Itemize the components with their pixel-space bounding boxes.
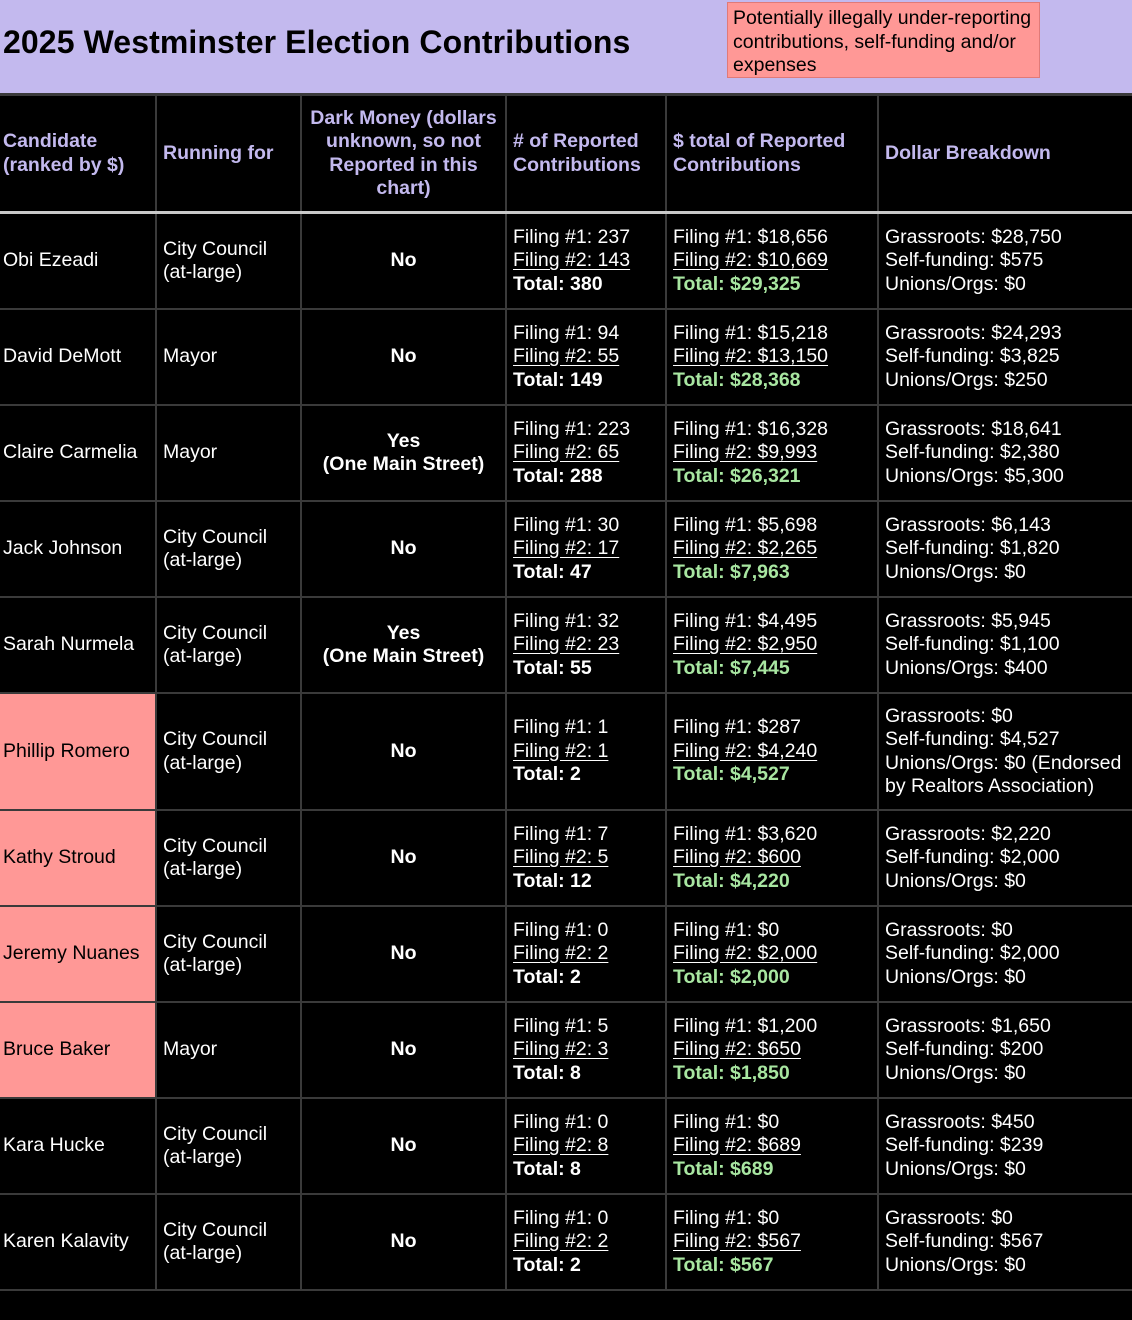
- table-row: [0, 213, 1132, 310]
- money-filing-2: Filing #2: $689: [673, 1134, 801, 1157]
- money-filing-2: Filing #2: $13,150: [673, 345, 829, 368]
- dollar-breakdown: [878, 1002, 1132, 1098]
- dark-money-answer: No: [390, 1038, 417, 1061]
- contribution-counts: [506, 213, 666, 310]
- dark-money: [301, 405, 506, 501]
- dollar-breakdown: [878, 1098, 1132, 1194]
- running-for-line1: City Council: [163, 728, 268, 750]
- dollar-breakdown: [878, 693, 1132, 810]
- contribution-dollars: [666, 1098, 878, 1194]
- money-filing-1: Filing #1: $287: [673, 716, 801, 739]
- dark-money-answer: No: [390, 537, 417, 560]
- table-row: [0, 405, 1132, 501]
- dollar-breakdown: [878, 1194, 1132, 1290]
- legend-note: Potentially illegally under-reporting contributions, self-funding and/or expenses: [727, 2, 1040, 78]
- money-filing-1: Filing #1: $0: [673, 1110, 780, 1133]
- contribution-counts: [506, 1194, 666, 1290]
- running-for-line2: (at-large): [163, 549, 243, 571]
- breakdown-unions: Unions/Orgs: $250: [885, 368, 1048, 391]
- dark-money-answer: Yes: [386, 429, 421, 452]
- count-total: Total: 2: [513, 763, 581, 786]
- running-for-line2: (at-large): [163, 645, 243, 667]
- breakdown-self-funding: Self-funding: $2,000: [885, 942, 1060, 965]
- contribution-dollars: [666, 405, 878, 501]
- running-for: [156, 693, 301, 810]
- dark-money: [301, 810, 506, 906]
- money-filing-1: Filing #1: $18,656: [673, 225, 829, 248]
- breakdown-grassroots: Grassroots: $28,750: [885, 225, 1062, 248]
- money-total: Total: $4,220: [673, 869, 790, 892]
- candidate-name: Claire Carmelia: [0, 405, 156, 501]
- dark-money-source: (One Main Street): [322, 453, 485, 475]
- count-total: Total: 47: [513, 560, 592, 583]
- contribution-dollars: [666, 501, 878, 597]
- money-filing-1: Filing #1: $4,495: [673, 609, 818, 632]
- money-filing-1: Filing #1: $3,620: [673, 822, 818, 845]
- money-total: Total: $7,963: [673, 560, 790, 583]
- running-for: [156, 810, 301, 906]
- money-total: Total: $2,000: [673, 965, 790, 988]
- candidate-name: Bruce Baker: [0, 1002, 156, 1098]
- contribution-counts: [506, 597, 666, 693]
- money-total: Total: $7,445: [673, 656, 790, 679]
- count-total: Total: 149: [513, 368, 603, 391]
- dark-money-source: (One Main Street): [322, 645, 485, 667]
- table-row: [0, 1002, 1132, 1098]
- money-filing-1: Filing #1: $0: [673, 918, 780, 941]
- dollar-breakdown: [878, 501, 1132, 597]
- running-for-line1: City Council: [163, 834, 268, 857]
- header-num-contributions: # of Reported Contributions: [506, 95, 666, 213]
- header-dark-money: Dark Money (dollars unknown, so not Reported in this chart): [301, 95, 506, 213]
- page-title: 2025 Westminster Election Contributions: [3, 24, 631, 60]
- contribution-counts: [506, 501, 666, 597]
- money-filing-1: Filing #1: $1,200: [673, 1014, 818, 1037]
- contribution-dollars: [666, 1194, 878, 1290]
- dark-money: [301, 693, 506, 810]
- count-total: Total: 288: [513, 464, 603, 487]
- count-filing-2: Filing #2: 55: [513, 345, 620, 368]
- breakdown-note: by Realtors Association): [885, 775, 1095, 797]
- contributions-table: [0, 93, 1132, 1291]
- contribution-dollars: [666, 1002, 878, 1098]
- table-row: [0, 501, 1132, 597]
- count-filing-1: Filing #1: 0: [513, 1206, 609, 1229]
- contribution-counts: [506, 405, 666, 501]
- dark-money-answer: No: [390, 1134, 417, 1157]
- running-for-line2: (at-large): [163, 858, 243, 880]
- header-candidate: Candidate (ranked by $): [0, 95, 156, 213]
- money-filing-2: Filing #2: $10,669: [673, 249, 829, 272]
- count-total: Total: 8: [513, 1157, 581, 1180]
- candidate-name: Jack Johnson: [0, 501, 156, 597]
- running-for-line1: City Council: [163, 1218, 268, 1241]
- candidate-name: Phillip Romero: [0, 693, 156, 810]
- running-for: [156, 597, 301, 693]
- breakdown-self-funding: Self-funding: $1,100: [885, 633, 1060, 656]
- dark-money-answer: No: [390, 1230, 417, 1253]
- money-filing-2: Filing #2: $600: [673, 846, 801, 869]
- count-filing-2: Filing #2: 5: [513, 846, 609, 869]
- contribution-counts: [506, 693, 666, 810]
- table-row: [0, 693, 1132, 810]
- money-filing-2: Filing #2: $2,000: [673, 942, 818, 965]
- breakdown-unions: Unions/Orgs: $400: [885, 656, 1048, 679]
- header-row: [0, 95, 1132, 213]
- running-for: [156, 906, 301, 1002]
- count-filing-2: Filing #2: 143: [513, 249, 631, 272]
- money-filing-2: Filing #2: $2,950: [673, 633, 818, 656]
- running-for-line1: City Council: [163, 525, 268, 548]
- table-row: [0, 1194, 1132, 1290]
- breakdown-self-funding: Self-funding: $200: [885, 1038, 1044, 1061]
- running-for-line2: (at-large): [163, 751, 243, 774]
- running-for-line2: (at-large): [163, 261, 243, 283]
- dark-money-answer: No: [390, 942, 417, 965]
- dollar-breakdown: [878, 597, 1132, 693]
- dark-money: [301, 501, 506, 597]
- dark-money: [301, 906, 506, 1002]
- contribution-dollars: [666, 213, 878, 310]
- dollar-breakdown: [878, 405, 1132, 501]
- money-total: Total: $689: [673, 1157, 774, 1180]
- contribution-dollars: [666, 309, 878, 405]
- candidate-name: Kara Hucke: [0, 1098, 156, 1194]
- running-for-line1: City Council: [163, 930, 268, 953]
- header-dollar-breakdown: Dollar Breakdown: [878, 95, 1132, 213]
- money-filing-2: Filing #2: $2,265: [673, 537, 818, 560]
- contribution-dollars: [666, 693, 878, 810]
- header-total-contributions: $ total of Reported Contributions: [666, 95, 878, 213]
- count-filing-1: Filing #1: 94: [513, 321, 620, 344]
- count-total: Total: 12: [513, 869, 592, 892]
- dark-money-answer: No: [390, 249, 417, 272]
- running-for-line2: (at-large): [163, 954, 243, 976]
- money-filing-2: Filing #2: $9,993: [673, 441, 818, 464]
- count-filing-1: Filing #1: 30: [513, 513, 620, 536]
- breakdown-self-funding: Self-funding: $3,825: [885, 345, 1060, 368]
- candidate-name: David DeMott: [0, 309, 156, 405]
- count-total: Total: 380: [513, 272, 603, 295]
- contribution-counts: [506, 1002, 666, 1098]
- running-for-line1: Mayor: [163, 1038, 218, 1061]
- table-row: [0, 1098, 1132, 1194]
- count-filing-2: Filing #2: 65: [513, 441, 620, 464]
- breakdown-self-funding: Self-funding: $2,380: [885, 441, 1060, 464]
- dark-money-answer: Yes: [386, 621, 421, 644]
- candidate-name: Sarah Nurmela: [0, 597, 156, 693]
- count-total: Total: 2: [513, 1253, 581, 1276]
- dark-money: [301, 597, 506, 693]
- running-for: [156, 213, 301, 310]
- money-filing-2: Filing #2: $4,240: [673, 739, 818, 762]
- breakdown-self-funding: Self-funding: $4,527: [885, 728, 1060, 750]
- money-total: Total: $29,325: [673, 272, 801, 295]
- dark-money: [301, 1098, 506, 1194]
- table-row: [0, 906, 1132, 1002]
- breakdown-unions: Unions/Orgs: $0: [885, 1253, 1026, 1276]
- count-filing-1: Filing #1: 7: [513, 822, 609, 845]
- dark-money: [301, 213, 506, 310]
- money-total: Total: $4,527: [673, 763, 790, 786]
- money-filing-1: Filing #1: $16,328: [673, 417, 829, 440]
- dark-money: [301, 1002, 506, 1098]
- table-row: [0, 810, 1132, 906]
- breakdown-grassroots: Grassroots: $6,143: [885, 513, 1051, 536]
- breakdown-grassroots: Grassroots: $1,650: [885, 1014, 1051, 1037]
- dark-money-answer: No: [390, 345, 417, 368]
- count-filing-2: Filing #2: 8: [513, 1134, 609, 1157]
- title-banner: [0, 0, 1132, 93]
- count-total: Total: 8: [513, 1061, 581, 1084]
- running-for: [156, 1194, 301, 1290]
- running-for-line1: City Council: [163, 1122, 268, 1145]
- running-for: [156, 309, 301, 405]
- candidate-name: Obi Ezeadi: [0, 213, 156, 310]
- dollar-breakdown: [878, 309, 1132, 405]
- count-filing-1: Filing #1: 0: [513, 918, 609, 941]
- running-for-line2: (at-large): [163, 1146, 243, 1168]
- money-total: Total: $26,321: [673, 464, 801, 487]
- count-filing-1: Filing #1: 5: [513, 1014, 609, 1037]
- running-for: [156, 1002, 301, 1098]
- breakdown-grassroots: Grassroots: $18,641: [885, 417, 1062, 440]
- breakdown-grassroots: Grassroots: $24,293: [885, 321, 1062, 344]
- dark-money-answer: No: [390, 846, 417, 869]
- dark-money: [301, 309, 506, 405]
- count-filing-2: Filing #2: 17: [513, 537, 620, 560]
- breakdown-grassroots: Grassroots: $0: [885, 704, 1013, 727]
- dollar-breakdown: [878, 213, 1132, 310]
- breakdown-unions: Unions/Orgs: $0: [885, 869, 1026, 892]
- breakdown-grassroots: Grassroots: $2,220: [885, 822, 1051, 845]
- breakdown-unions: Unions/Orgs: $0: [885, 1157, 1026, 1180]
- header-running-for: Running for: [156, 95, 301, 213]
- running-for: [156, 405, 301, 501]
- breakdown-self-funding: Self-funding: $1,820: [885, 537, 1060, 560]
- contribution-counts: [506, 1098, 666, 1194]
- count-total: Total: 55: [513, 656, 592, 679]
- breakdown-grassroots: Grassroots: $5,945: [885, 609, 1051, 632]
- contribution-counts: [506, 810, 666, 906]
- running-for-line1: City Council: [163, 237, 268, 260]
- breakdown-grassroots: Grassroots: $450: [885, 1110, 1035, 1133]
- running-for-line1: Mayor: [163, 441, 218, 464]
- money-total: Total: $1,850: [673, 1061, 790, 1084]
- contribution-counts: [506, 309, 666, 405]
- count-filing-2: Filing #2: 1: [513, 739, 609, 762]
- breakdown-self-funding: Self-funding: $575: [885, 249, 1044, 272]
- count-filing-1: Filing #1: 223: [513, 417, 631, 440]
- count-filing-1: Filing #1: 1: [513, 716, 609, 739]
- running-for-line1: Mayor: [163, 345, 218, 368]
- money-total: Total: $567: [673, 1253, 774, 1276]
- candidate-name: Karen Kalavity: [0, 1194, 156, 1290]
- contribution-dollars: [666, 597, 878, 693]
- count-total: Total: 2: [513, 965, 581, 988]
- dollar-breakdown: [878, 906, 1132, 1002]
- running-for-line2: (at-large): [163, 1242, 243, 1264]
- breakdown-unions: Unions/Orgs: $0: [885, 560, 1026, 583]
- count-filing-2: Filing #2: 3: [513, 1038, 609, 1061]
- table-row: [0, 309, 1132, 405]
- breakdown-unions: Unions/Orgs: $0: [885, 1061, 1026, 1084]
- contribution-counts: [506, 906, 666, 1002]
- dollar-breakdown: [878, 810, 1132, 906]
- running-for: [156, 1098, 301, 1194]
- dark-money-answer: No: [390, 739, 417, 762]
- money-filing-1: Filing #1: $0: [673, 1206, 780, 1229]
- breakdown-self-funding: Self-funding: $567: [885, 1230, 1044, 1253]
- count-filing-1: Filing #1: 32: [513, 609, 620, 632]
- money-total: Total: $28,368: [673, 368, 801, 391]
- money-filing-1: Filing #1: $5,698: [673, 513, 818, 536]
- breakdown-grassroots: Grassroots: $0: [885, 1206, 1013, 1229]
- money-filing-2: Filing #2: $567: [673, 1230, 801, 1253]
- candidate-name: Kathy Stroud: [0, 810, 156, 906]
- running-for-line1: City Council: [163, 621, 268, 644]
- count-filing-2: Filing #2: 2: [513, 1230, 609, 1253]
- breakdown-unions: Unions/Orgs: $0: [885, 272, 1026, 295]
- breakdown-self-funding: Self-funding: $2,000: [885, 846, 1060, 869]
- candidate-name: Jeremy Nuanes: [0, 906, 156, 1002]
- contribution-dollars: [666, 810, 878, 906]
- breakdown-self-funding: Self-funding: $239: [885, 1134, 1044, 1157]
- breakdown-unions: Unions/Orgs: $0: [885, 965, 1026, 988]
- breakdown-unions: Unions/Orgs: $0 (Endorsed: [885, 751, 1122, 774]
- count-filing-2: Filing #2: 23: [513, 633, 620, 656]
- breakdown-grassroots: Grassroots: $0: [885, 918, 1013, 941]
- count-filing-1: Filing #1: 0: [513, 1110, 609, 1133]
- count-filing-1: Filing #1: 237: [513, 225, 631, 248]
- running-for: [156, 501, 301, 597]
- count-filing-2: Filing #2: 2: [513, 942, 609, 965]
- table-row: [0, 597, 1132, 693]
- money-filing-2: Filing #2: $650: [673, 1038, 801, 1061]
- money-filing-1: Filing #1: $15,218: [673, 321, 829, 344]
- breakdown-unions: Unions/Orgs: $5,300: [885, 464, 1064, 487]
- dark-money: [301, 1194, 506, 1290]
- contribution-dollars: [666, 906, 878, 1002]
